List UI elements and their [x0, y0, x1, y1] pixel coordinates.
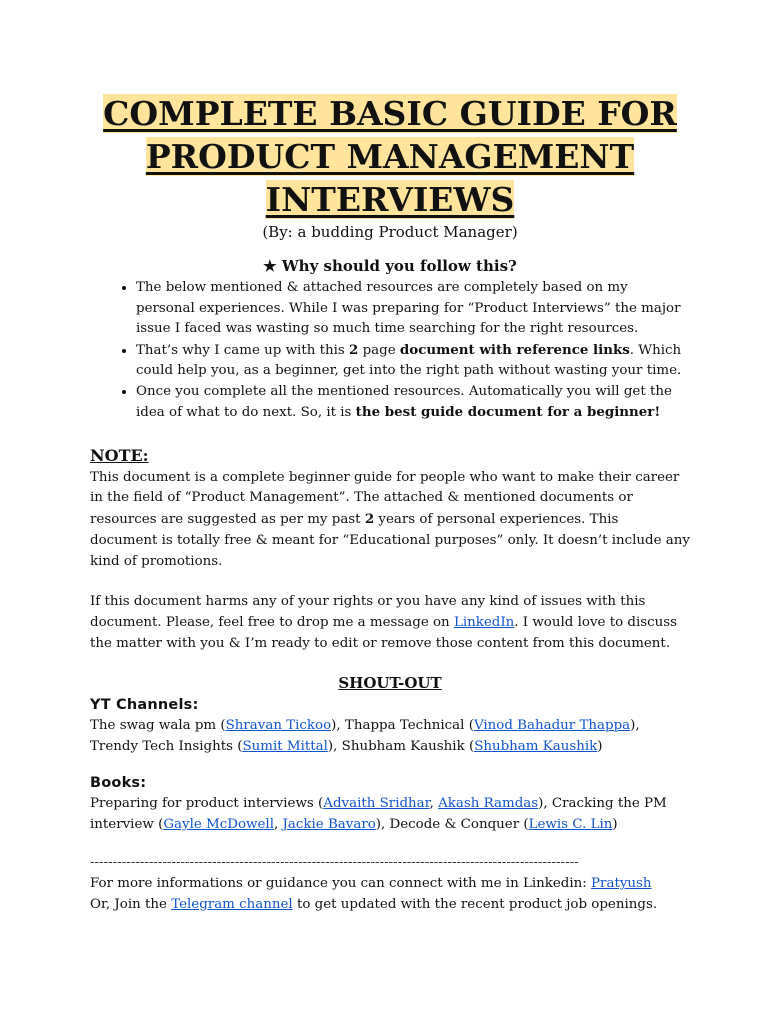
books-heading — [90, 775, 690, 791]
yt-channels-heading — [90, 697, 690, 713]
bold-text: the best guide document for a beginner! — [355, 404, 661, 420]
footer — [90, 874, 690, 916]
telegram-channel-link[interactable]: Telegram channel — [171, 896, 293, 912]
note-paragraph-1 — [90, 468, 690, 573]
title-line-2: PRODUCT MANAGEMENT — [145, 137, 635, 176]
paragraph-text: . I would love to discuss the matter with you & I’m ready to edit or remove those content from this document. — [90, 615, 677, 652]
note-heading: NOTE: — [90, 445, 149, 465]
paragraph-text: ), Shubham Kaushik ( — [327, 738, 475, 754]
paragraph-text: ), Thappa Technical ( — [331, 717, 474, 733]
bullet-text: Once you complete all the mentioned resources. Automatically you will get the idea of what to do next. So, it is — [136, 383, 672, 420]
linkedin-link[interactable]: LinkedIn — [453, 615, 515, 631]
akash-ramdas-link[interactable]: Akash Ramdas — [438, 796, 539, 812]
bullet-text: That’s why I came up with this — [136, 342, 349, 358]
yt-channels-paragraph — [90, 716, 690, 758]
sumit-mittal-link[interactable]: Sumit Mittal — [242, 738, 328, 754]
paragraph-text: , — [274, 817, 283, 833]
bullet-text: page — [358, 342, 400, 358]
reasons-list — [90, 278, 690, 424]
advaith-sridhar-link[interactable]: Advaith Sridhar — [323, 796, 430, 812]
paragraph-text: ), Trendy Tech Insights ( — [90, 717, 640, 754]
bullet-text: The below mentioned & attached resources are completely based on my personal experiences. While I was preparing for “Product Interviews” the major issue I faced was wasting so much time searching for the right resources. — [136, 280, 681, 336]
separator-line: ------------------------------------------------------------------------------------------------------------ — [90, 855, 579, 871]
bullet-text: . Which could help you, as a beginner, get into the right path without wasting your time. — [136, 342, 682, 378]
paragraph-text: , — [429, 796, 439, 812]
gayle-mcdowell-link[interactable]: Gayle McDowell — [163, 817, 274, 833]
shravan-tickoo-link[interactable]: Shravan Tickoo — [225, 717, 332, 733]
shubham-kaushik-link[interactable]: Shubham Kaushik — [474, 738, 598, 754]
document-title — [90, 92, 690, 221]
list-item — [136, 278, 690, 340]
title-line-3: INTERVIEWS — [265, 180, 515, 219]
paragraph-text: ), Decode & Conquer ( — [375, 817, 529, 833]
lewis-c-lin-link[interactable]: Lewis C. Lin — [528, 817, 613, 833]
byline: (By: a budding Product Manager) — [262, 223, 518, 241]
bold-text: document with reference links — [399, 341, 630, 358]
heading-text: Books — [90, 775, 141, 792]
books-paragraph — [90, 794, 690, 836]
list-item — [136, 340, 690, 382]
shoutout-heading: SHOUT-OUT — [338, 673, 442, 692]
heading-text: YT Channels — [90, 696, 193, 713]
paragraph-text: ) — [597, 738, 603, 754]
colon: : — [140, 775, 147, 792]
vinod-bahadur-thappa-link[interactable]: Vinod Bahadur Thappa — [473, 717, 631, 733]
paragraph-text: ), Cracking the PM interview ( — [90, 796, 667, 833]
pratyush-linkedin-link[interactable]: Pratyush — [591, 876, 652, 892]
document-page — [90, 92, 690, 916]
title-line-1: COMPLETE BASIC GUIDE FOR — [103, 94, 677, 133]
paragraph-text: This document is a complete beginner guide for people who want to make their career in the field of “Product Management”. The attached & mentioned documents or resources are suggested as per my past — [90, 469, 680, 528]
paragraph-text: years of personal experiences. This document is totally free & meant for “Educational purposes” only. It doesn’t include any kind of promotions. — [90, 512, 690, 569]
note-paragraph-2 — [90, 592, 690, 654]
bold-text: 2 — [349, 341, 359, 358]
footer-text: to get updated with the recent product job openings. — [292, 896, 658, 912]
paragraph-text: The swag wala pm ( — [90, 717, 226, 733]
colon: : — [192, 696, 199, 713]
jackie-bavaro-link[interactable]: Jackie Bavaro — [282, 817, 376, 833]
footer-text: For more informations or guidance you can connect with me in Linkedin: — [90, 876, 592, 892]
why-heading: ★ Why should you follow this? — [263, 257, 517, 275]
paragraph-text: Preparing for product interviews ( — [90, 796, 324, 812]
footer-text: Or, Join the — [90, 896, 172, 912]
paragraph-text: ) — [612, 817, 618, 833]
bold-text: 2 — [364, 511, 375, 528]
paragraph-text: If this document harms any of your rights or you have any kind of issues with this document. Please, feel free to drop me a message on — [90, 594, 646, 631]
list-item — [136, 382, 690, 424]
